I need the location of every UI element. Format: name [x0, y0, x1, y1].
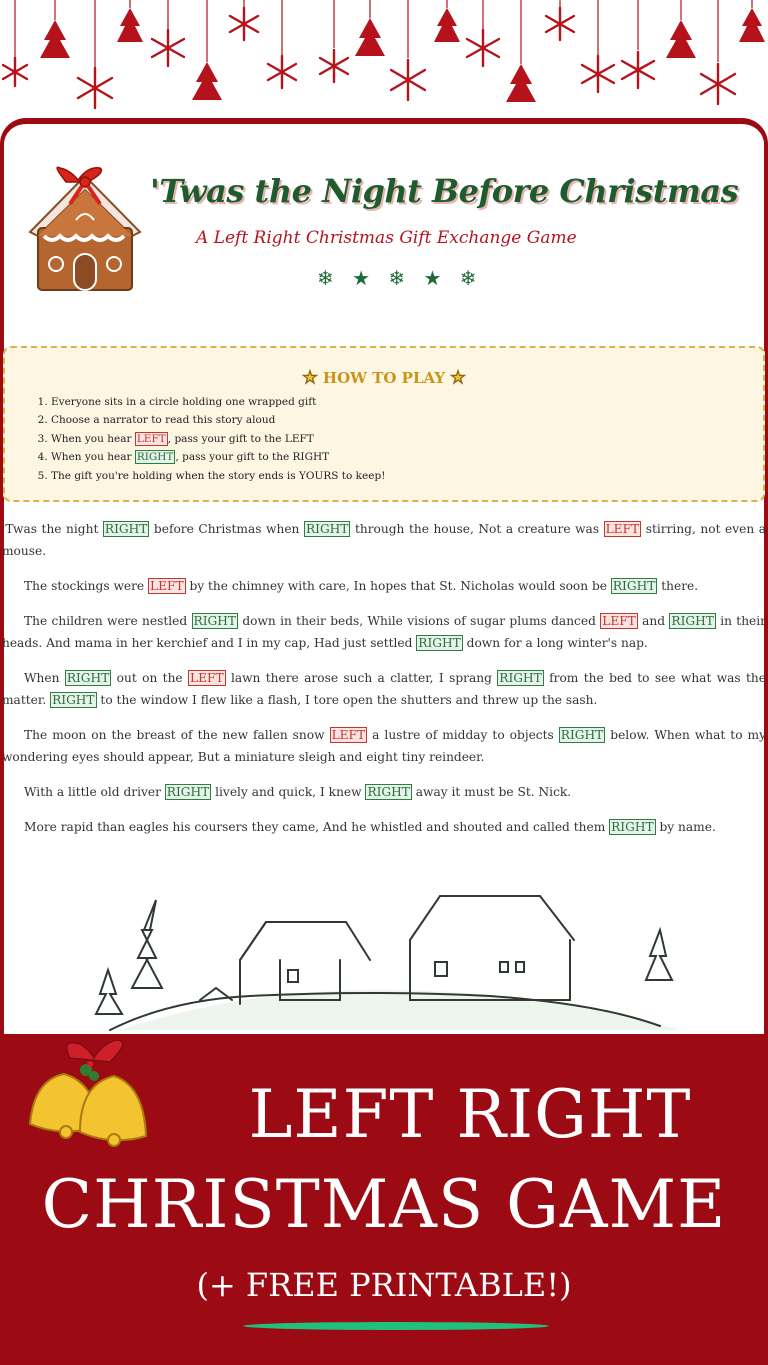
story-paragraph — [2, 610, 766, 654]
right-tag: RIGHT — [305, 522, 349, 536]
village-illustration — [80, 880, 700, 1040]
story-text-segment: When — [24, 671, 65, 685]
story-text-segment: stirring, not even a mouse. — [2, 522, 766, 558]
right-tag: RIGHT — [193, 614, 236, 628]
story-paragraph — [2, 518, 766, 562]
story-text-segment: 'Twas the night — [2, 522, 103, 536]
rule-text: Choose a narrator to read this story aloud — [51, 414, 276, 427]
right-tag: RIGHT — [612, 579, 656, 593]
rule-item — [51, 393, 385, 411]
left-tag: LEFT — [136, 432, 166, 445]
story-text-segment: there. — [657, 579, 699, 593]
left-tag: LEFT — [331, 728, 366, 742]
page-title: 'Twas the Night Before Christmas — [150, 172, 739, 210]
right-tag: RIGHT — [66, 671, 110, 685]
right-tag: RIGHT — [418, 636, 461, 650]
banner-line-3: (+ FREE PRINTABLE!) — [196, 1266, 572, 1304]
story-text-segment: by the chimney with care, In hopes that St. Nicholas would soon be — [185, 579, 611, 593]
story-text-segment: through the house, Not a creature was — [350, 522, 604, 536]
left-tag: LEFT — [190, 671, 224, 685]
story-text-segment: lively and quick, I knew — [211, 785, 366, 799]
story-text-segment: and — [637, 614, 670, 628]
story-text-segment: before Christmas when — [149, 522, 304, 536]
rule-text: , pass your gift to the LEFT — [167, 432, 314, 445]
story-paragraph — [2, 667, 766, 711]
story-text-segment: The children were nestled — [24, 614, 192, 628]
story-text-segment: down for a long winter's nap. — [462, 636, 648, 650]
right-tag: RIGHT — [560, 728, 604, 742]
left-tag: LEFT — [605, 522, 640, 536]
how-to-play-heading — [5, 368, 763, 388]
how-to-play-box — [3, 346, 765, 502]
story-text-segment: out on the — [111, 671, 189, 685]
right-tag: RIGHT — [499, 671, 542, 685]
right-tag: RIGHT — [367, 785, 410, 799]
right-tag: RIGHT — [166, 785, 210, 799]
story-text — [2, 518, 766, 851]
story-text-segment: by name. — [655, 820, 716, 834]
story-text-segment: in their heads. And mama in her kerchief and I in my cap, Had just settled — [2, 614, 766, 650]
gingerbread-house-icon — [22, 166, 148, 294]
rule-text: The gift you're holding when the story ends is YOURS to keep! — [51, 469, 386, 482]
rule-item — [51, 411, 385, 429]
how-to-play-title: HOW TO PLAY — [322, 369, 446, 387]
rules-list — [35, 393, 385, 485]
right-tag: RIGHT — [52, 693, 95, 707]
hanging-ornaments — [0, 0, 768, 125]
story-text-segment: from the bed to see what was the matter. — [2, 671, 766, 707]
story-paragraph — [2, 724, 766, 768]
story-text-segment: The stockings were — [24, 579, 148, 593]
decoration-stars: ❄ ★ ❄ ★ ❄ — [317, 266, 483, 290]
story-text-segment: With a little old driver — [24, 785, 165, 799]
banner-line-2: CHRISTMAS GAME — [41, 1166, 727, 1243]
right-tag: RIGHT — [136, 451, 174, 464]
banner-line-1: LEFT RIGHT — [248, 1076, 692, 1153]
right-tag: RIGHT — [671, 614, 714, 628]
story-paragraph — [2, 781, 766, 803]
story-text-segment: a lustre of midday to objects — [367, 728, 559, 742]
story-text-segment: away it must be St. Nick. — [411, 785, 572, 799]
rule-text: When you hear — [51, 432, 135, 445]
banner-underline — [243, 1322, 549, 1330]
rule-text: When you hear — [51, 451, 135, 464]
star-icon: ★ — [302, 368, 318, 388]
rule-text: , pass your gift to the RIGHT — [175, 451, 330, 464]
page-subtitle: A Left Right Christmas Gift Exchange Game — [196, 228, 577, 248]
right-tag: RIGHT — [611, 820, 654, 834]
rule-item — [51, 448, 385, 466]
story-text-segment: lawn there arose such a clatter, I sprang — [225, 671, 498, 685]
star-icon: ★ — [450, 368, 466, 388]
story-text-segment: More rapid than eagles his coursers they came, And he whistled and shouted and called them — [24, 820, 610, 834]
story-text-segment: down in their beds, While visions of sugar plums danced — [238, 614, 601, 628]
left-tag: LEFT — [150, 579, 184, 593]
rule-item — [51, 467, 385, 485]
rule-text: Everyone sits in a circle holding one wrapped gift — [51, 396, 317, 408]
right-tag: RIGHT — [104, 522, 148, 536]
left-tag: LEFT — [602, 614, 636, 628]
story-text-segment: to the window I flew like a flash, I tore open the shutters and threw up the sash. — [96, 693, 598, 707]
story-text-segment: below. When what to my wondering eyes should appear, But a miniature sleigh and eight tiny reindeer. — [2, 728, 766, 764]
story-paragraph — [2, 816, 766, 838]
story-paragraph — [2, 575, 766, 597]
rule-item — [51, 430, 385, 448]
story-text-segment: The moon on the breast of the new fallen snow — [24, 728, 330, 742]
